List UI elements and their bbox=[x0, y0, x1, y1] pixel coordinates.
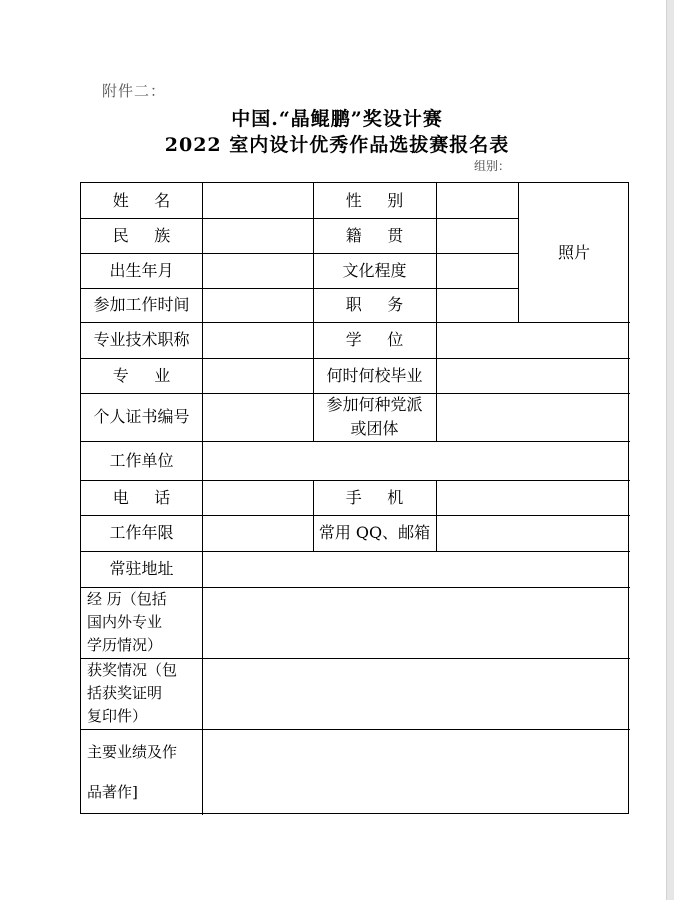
cert-no-label: 个人证书编号 bbox=[93, 407, 190, 426]
position-label: 职 务 bbox=[345, 295, 404, 314]
registration-form-table bbox=[80, 182, 629, 814]
phone-label: 电 话 bbox=[112, 487, 171, 507]
qq-email-label: 常用 QQ、邮箱 bbox=[318, 523, 431, 542]
graduated-label: 何时何校毕业 bbox=[326, 365, 423, 385]
address-field[interactable] bbox=[202, 551, 630, 587]
native-place-field[interactable] bbox=[436, 218, 518, 253]
education-label: 文化程度 bbox=[342, 260, 407, 280]
mobile-field[interactable] bbox=[436, 480, 630, 515]
birth-field[interactable] bbox=[202, 253, 313, 288]
awards-label: 获奖情况（包 括获奖证明 复印件） bbox=[87, 661, 178, 725]
achievements-field[interactable] bbox=[202, 729, 630, 815]
work-start-field[interactable] bbox=[202, 288, 313, 322]
employer-label: 工作单位 bbox=[109, 450, 174, 470]
form-title: 中国.“晶鲲鹏”奖设计赛 bbox=[231, 108, 443, 130]
achievements-label: 主要业绩及作 品著作] bbox=[87, 743, 178, 801]
annex-label: 附件二： bbox=[102, 82, 167, 100]
work-start-label: 参加工作时间 bbox=[93, 295, 190, 314]
degree-label: 学 位 bbox=[345, 330, 404, 349]
major-label: 专 业 bbox=[112, 365, 171, 385]
gender-field[interactable] bbox=[436, 183, 518, 218]
name-field[interactable] bbox=[202, 183, 313, 218]
group-label: 组别： bbox=[474, 159, 511, 173]
graduated-field[interactable] bbox=[436, 358, 630, 393]
mobile-label: 手 机 bbox=[345, 487, 404, 507]
degree-field[interactable] bbox=[436, 322, 630, 358]
address-label: 常驻地址 bbox=[109, 559, 174, 578]
gender-label: 性 别 bbox=[345, 190, 404, 210]
education-field[interactable] bbox=[436, 253, 518, 288]
experience-label: 经 历（包括 国内外专业 学历情况） bbox=[87, 590, 167, 654]
position-field[interactable] bbox=[436, 288, 518, 322]
photo-box[interactable]: 照片 bbox=[557, 242, 590, 262]
cert-no-field[interactable] bbox=[202, 393, 313, 441]
party-label: 参加何种党派 或团体 bbox=[326, 395, 423, 438]
phone-field[interactable] bbox=[202, 480, 313, 515]
title-field[interactable] bbox=[202, 322, 313, 358]
major-field[interactable] bbox=[202, 358, 313, 393]
form-subtitle: 2022 室内设计优秀作品选拔赛报名表 bbox=[164, 134, 510, 156]
experience-field[interactable] bbox=[202, 587, 630, 658]
years-label: 工作年限 bbox=[109, 523, 174, 542]
party-field[interactable] bbox=[436, 393, 630, 441]
ethnicity-label: 民 族 bbox=[112, 225, 171, 245]
name-label: 姓 名 bbox=[112, 190, 171, 210]
ethnicity-field[interactable] bbox=[202, 218, 313, 253]
employer-field[interactable] bbox=[202, 441, 630, 480]
birth-label: 出生年月 bbox=[109, 260, 174, 280]
native-place-label: 籍 贯 bbox=[345, 225, 404, 245]
title-label: 专业技术职称 bbox=[93, 330, 190, 349]
qq-email-field[interactable] bbox=[436, 515, 630, 551]
awards-field[interactable] bbox=[202, 658, 630, 729]
years-field[interactable] bbox=[202, 515, 313, 551]
